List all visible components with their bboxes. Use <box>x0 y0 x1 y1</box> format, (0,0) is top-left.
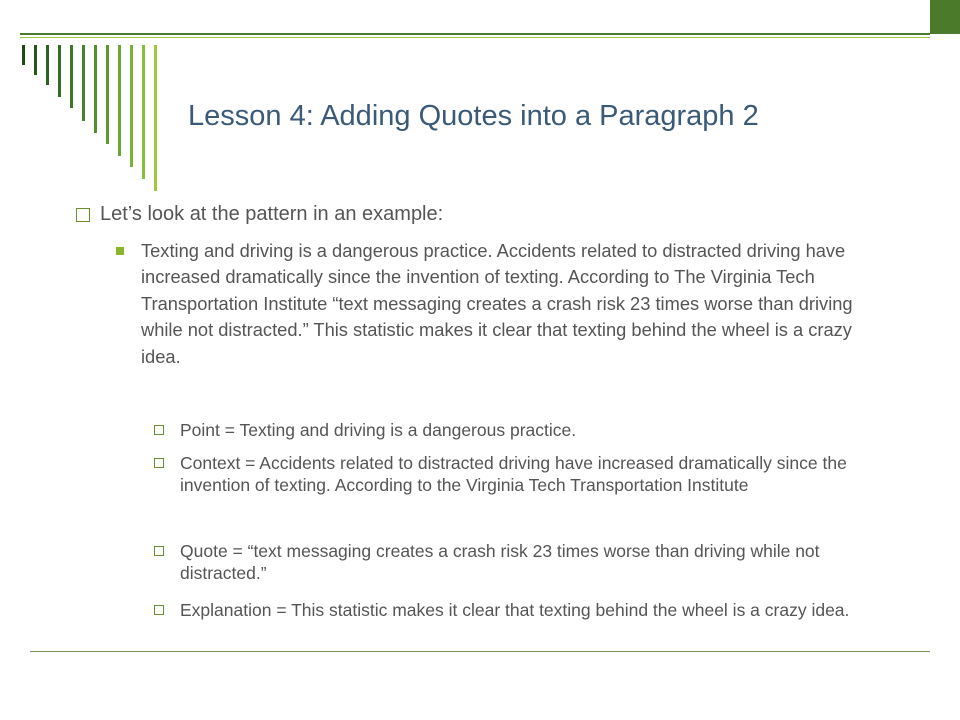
decorative-bar <box>46 45 49 85</box>
top-rule <box>20 33 930 35</box>
explanation-text: Explanation = This statistic makes it clear that texting behind the wheel is a crazy idea. <box>180 600 850 620</box>
main-bullet-text: Let’s look at the pattern in an example: <box>100 203 444 225</box>
explanation-item <box>154 599 894 621</box>
example-paragraph: Texting and driving is a dangerous practice. Accidents related to distracted driving have increased dramatically since the invention of texting. According to The Virginia Tech Transportation Institute “text messaging creates a crash risk 23 times worse than driving while not distracted.” This statistic makes it clear that texting behind the wheel is a crazy idea. <box>141 240 853 367</box>
filled-square-bullet-icon <box>116 247 124 255</box>
decorative-bar <box>130 45 133 167</box>
hollow-square-bullet-icon <box>76 208 90 222</box>
decorative-bar <box>106 45 109 144</box>
context-text: Context = Accidents related to distracted driving have increased dramatically since the invention of texting. According to the Virginia Tech Transportation Institute <box>180 453 847 495</box>
quote-text: Quote = “text messaging creates a crash risk 23 times worse than driving while not distracted.” <box>180 541 820 583</box>
top-rule-accent <box>20 37 930 38</box>
decorative-bar <box>118 45 121 156</box>
corner-square <box>930 0 960 34</box>
decorative-bar <box>142 45 145 179</box>
small-square-bullet-icon <box>154 546 164 556</box>
decorative-bar <box>70 45 73 108</box>
decorative-bar <box>82 45 85 121</box>
bottom-rule <box>30 651 930 652</box>
slide-title: Lesson 4: Adding Quotes into a Paragraph 2 <box>188 100 759 132</box>
decorative-bar <box>58 45 61 97</box>
point-item <box>154 419 894 441</box>
context-item <box>154 452 894 496</box>
point-text: Point = Texting and driving is a dangerous practice. <box>180 420 577 440</box>
main-bullet <box>76 203 443 226</box>
decorative-bar <box>22 45 25 65</box>
small-square-bullet-icon <box>154 458 164 468</box>
decorative-bar <box>94 45 97 133</box>
decorative-bar <box>154 45 157 191</box>
paragraph-bullet <box>116 238 896 370</box>
quote-item <box>154 540 894 584</box>
decorative-bar <box>34 45 37 75</box>
small-square-bullet-icon <box>154 425 164 435</box>
small-square-bullet-icon <box>154 605 164 615</box>
